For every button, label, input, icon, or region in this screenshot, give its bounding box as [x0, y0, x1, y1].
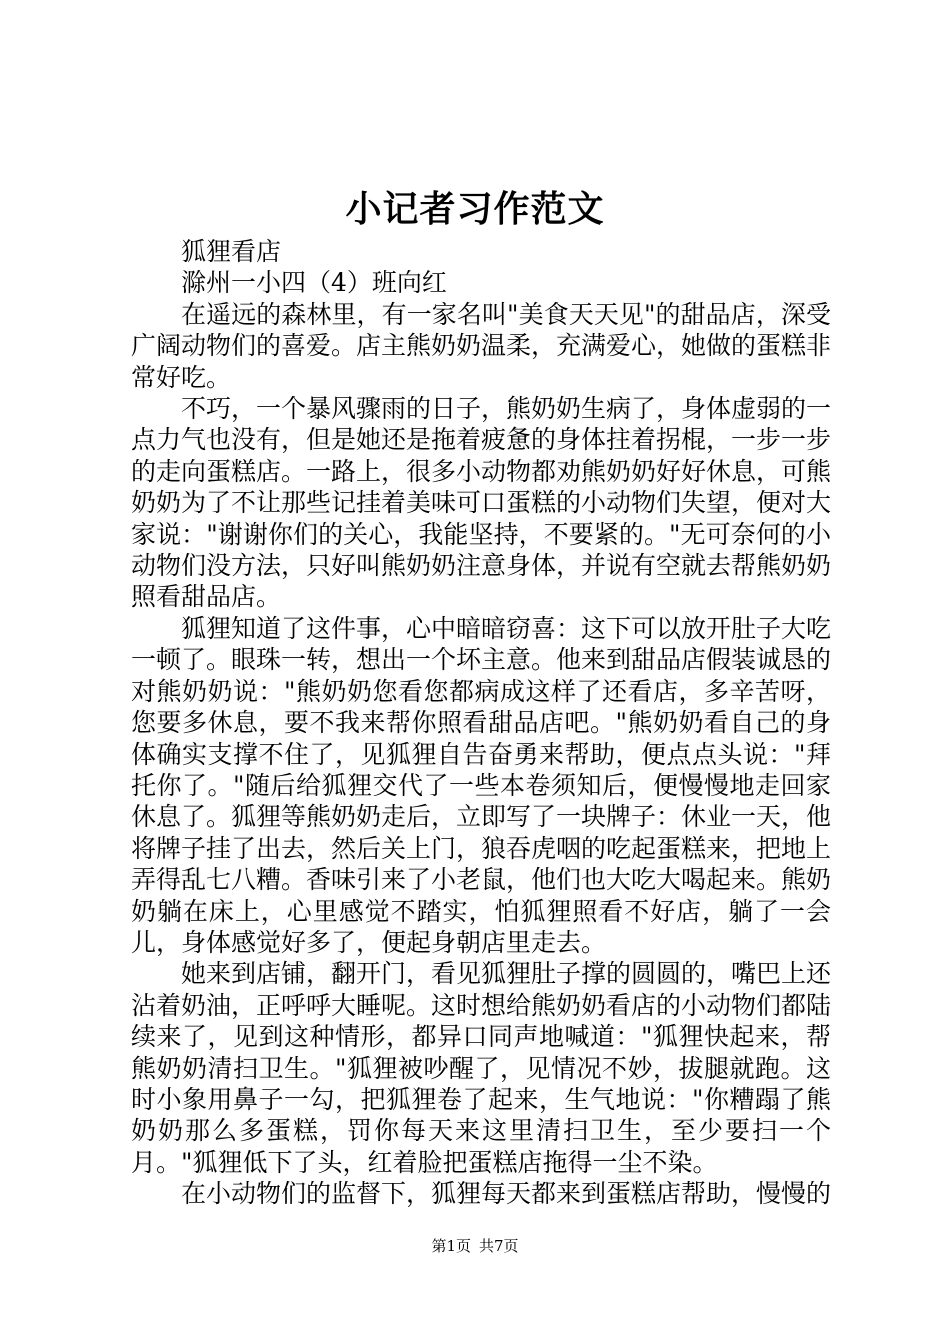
paragraph-5: 在小动物们的监督下，狐狸每天都来到蛋糕店帮助，慢慢的 — [181, 1179, 832, 1209]
paragraph-3: 狐狸知道了这件事，心中暗暗窃喜：这下可以放开肚子大吃一顿了。眼珠一转，想出一个坏主意。他来到甜品店假装诚恳的对熊奶奶说："熊奶奶您看您都病成这样了还看店，多辛苦呀，您要多休息，要不我来帮你照看甜品店吧。"熊奶奶看自己的身体确实支撑不住了，见狐狸自告奋勇来帮助，便点点头说："拜托你了。"随后给狐狸交代了一些本卷须知后，便慢慢地走回家休息了。狐狸等熊奶奶走后，立即写了一块牌子：休业一天，他将牌子挂了出去，然后关上门，狼吞虎咽的吃起蛋糕来，把地上弄得乱七八糟。香味引来了小老鼠，他们也大吃大喝起来。熊奶奶躺在床上，心里感觉不踏实，怕狐狸照看不好店，躺了一会儿，身体感觉好多了，便起身朝店里走去。 — [131, 613, 832, 957]
page-footer — [0, 1236, 950, 1256]
page-total: 共7页 — [479, 1237, 519, 1255]
paragraph-4: 她来到店铺，翻开门，看见狐狸肚子撑的圆圆的，嘴巴上还沾着奶油，正呼呼大睡呢。这时想给熊奶奶看店的小动物们都陆续来了，见到这种情形，都异口同声地喊道："狐狸快起来，帮熊奶奶清扫卫生。"狐狸被吵醒了，见情况不妙，拔腿就跑。这时小象用鼻子一勾，把狐狸卷了起来，生气地说："你糟蹋了熊奶奶那么多蛋糕，罚你每天来这里清扫卫生，至少要扫一个月。"狐狸低下了头，红着脸把蛋糕店拖得一尘不染。 — [131, 959, 832, 1177]
story-title: 狐狸看店 — [181, 237, 282, 266]
paragraph-2: 不巧，一个暴风骤雨的日子，熊奶奶生病了，身体虚弱的一点力气也没有，但是她还是拖着疲惫的身体拄着拐棍，一步一步的走向蛋糕店。一路上，很多小动物都劝熊奶奶好好休息，可熊奶奶为了不让那些记挂着美味可口蛋糕的小动物们失望，便对大家说："谢谢你们的关心，我能坚持，不要紧的。"无可奈何的小动物们没方法，只好叫熊奶奶注意身体，并说有空就去帮熊奶奶照看甜品店。 — [131, 394, 832, 612]
document-title: 小记者习作范文 — [345, 188, 605, 230]
page-number: 第1页 — [431, 1237, 471, 1255]
document-body — [131, 236, 831, 1210]
author-line: 滁州一小四（4）班向红 — [181, 268, 447, 298]
paragraph-1: 在遥远的森林里，有一家名叫"美食天天见"的甜品店，深受广阔动物们的喜爱。店主熊奶奶温柔，充满爱心，她做的蛋糕非常好吃。 — [131, 299, 832, 392]
